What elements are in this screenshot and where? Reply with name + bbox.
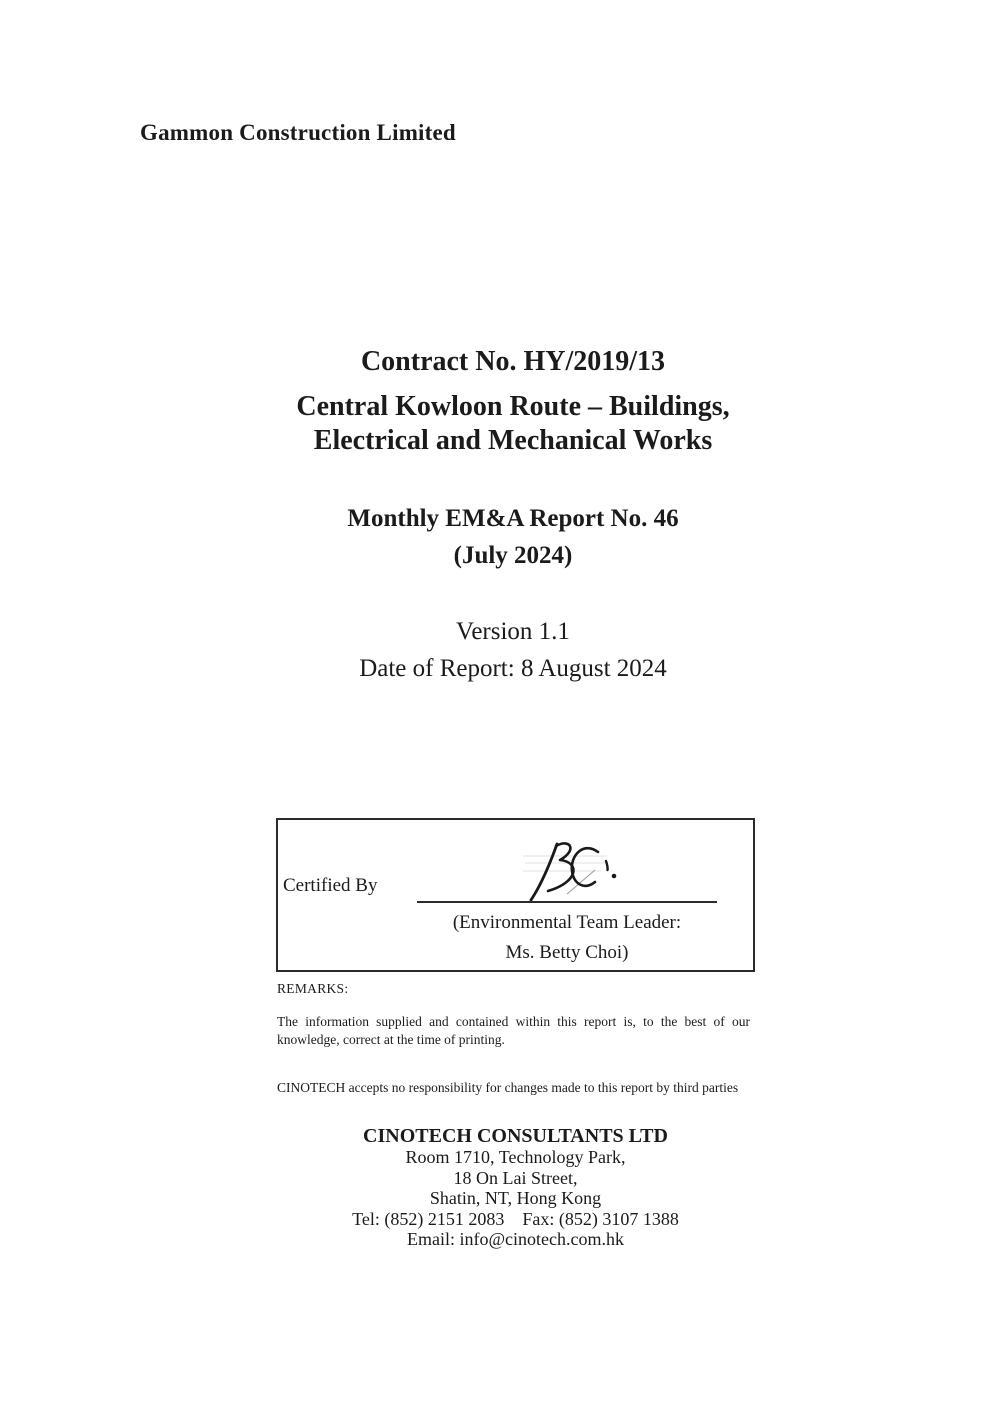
project-title-line-1: Central Kowloon Route – Buildings, — [296, 391, 730, 422]
consultant-block — [276, 1126, 755, 1250]
signatory-name: Ms. Betty Choi) — [505, 942, 629, 963]
consultant-address-line-3: Shatin, NT, Hong Kong — [429, 1188, 602, 1208]
consultant-email: Email: info@cinotech.com.hk — [406, 1229, 625, 1249]
consultant-tel-fax: Tel: (852) 2151 2083 Fax: (852) 3107 1388 — [352, 1208, 679, 1229]
report-title: Monthly EM&A Report No. 46 — [347, 505, 679, 532]
consultant-address-line-2: 18 On Lai Street, — [453, 1167, 578, 1188]
disclaimer-text: CINOTECH accepts no responsibility for changes made to this report by third parties — [277, 1080, 739, 1095]
consultant-address-line-1: Room 1710, Technology Park, — [405, 1147, 626, 1167]
certification-box — [276, 818, 755, 972]
remarks-statement-line-2: knowledge, correct at the time of printing. — [277, 1032, 505, 1047]
signatory-role: (Environmental Team Leader: — [452, 912, 682, 933]
contract-number: Contract No. HY/2019/13 — [360, 346, 666, 377]
consultant-name: CINOTECH CONSULTANTS LTD — [363, 1125, 668, 1147]
remarks-statement-line-1: The information supplied and contained within this report is, to the best of our — [277, 1014, 750, 1029]
report-period: (July 2024) — [453, 542, 573, 569]
signature-initials-drawing — [521, 840, 623, 904]
signature — [521, 840, 623, 904]
certified-by-label: Certified By — [283, 875, 378, 896]
remarks-heading: REMARKS: — [277, 981, 349, 996]
contractor-name: Gammon Construction Limited — [140, 120, 456, 145]
version-label: Version 1.1 — [456, 618, 570, 645]
signature-line — [417, 901, 717, 903]
project-title-line-2: Electrical and Mechanical Works — [313, 425, 713, 456]
report-date: Date of Report: 8 August 2024 — [359, 655, 667, 682]
